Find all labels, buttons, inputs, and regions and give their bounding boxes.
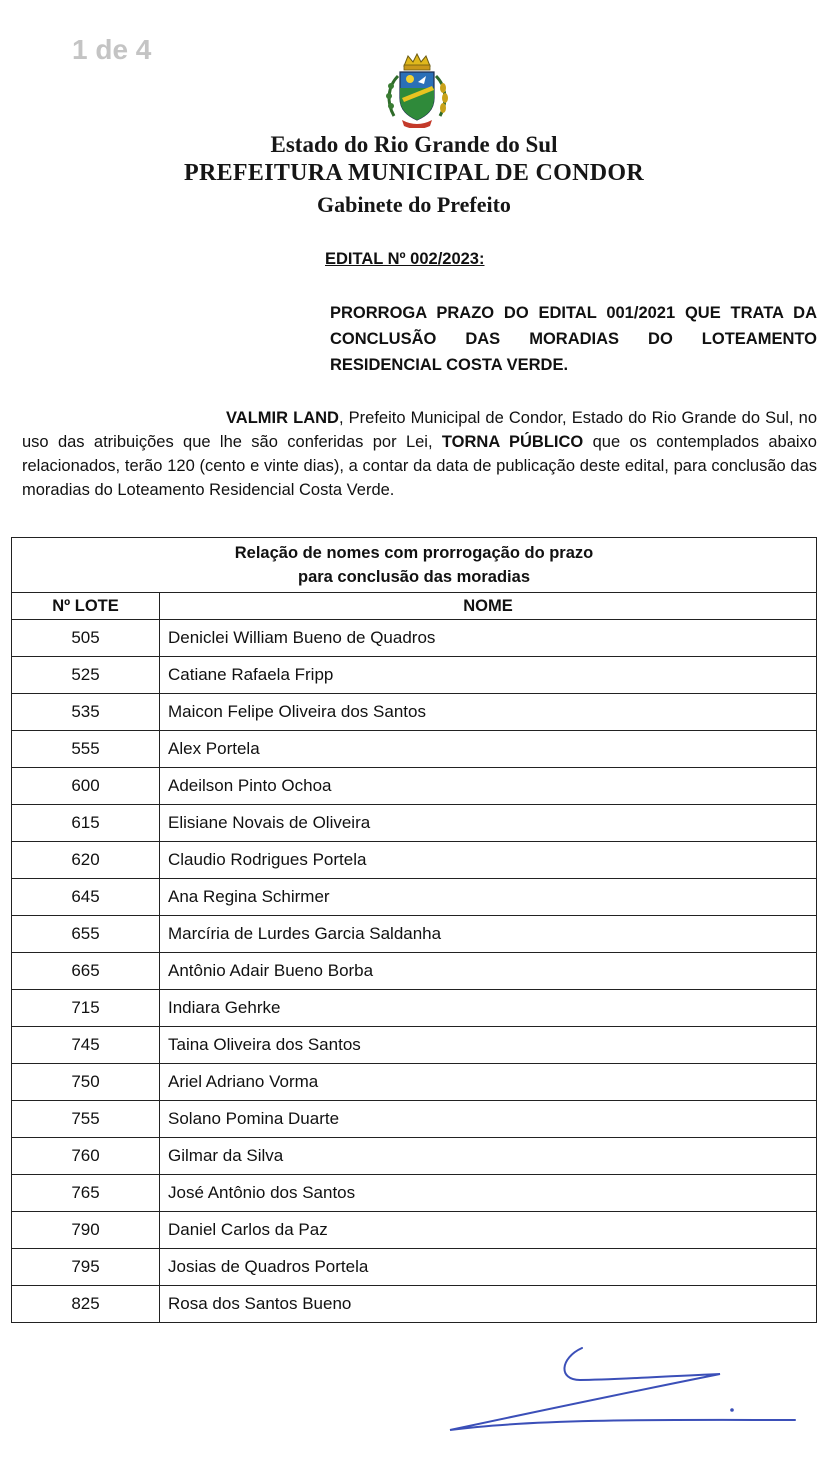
lot-number: 795 bbox=[12, 1249, 160, 1286]
lot-number: 760 bbox=[12, 1138, 160, 1175]
contemplated-name: Josias de Quadros Portela bbox=[160, 1249, 817, 1286]
table-row bbox=[12, 879, 817, 916]
contemplated-name: Solano Pomina Duarte bbox=[160, 1101, 817, 1138]
table-row bbox=[12, 620, 817, 657]
lot-number: 645 bbox=[12, 879, 160, 916]
contemplated-name: José Antônio dos Santos bbox=[160, 1175, 817, 1212]
lot-number: 505 bbox=[12, 620, 160, 657]
mayor-signature bbox=[440, 1340, 800, 1440]
contemplated-name: Maicon Felipe Oliveira dos Santos bbox=[160, 694, 817, 731]
table-row bbox=[12, 1027, 817, 1064]
contemplated-name: Adeilson Pinto Ochoa bbox=[160, 768, 817, 805]
contemplated-name: Claudio Rodrigues Portela bbox=[160, 842, 817, 879]
lot-number: 620 bbox=[12, 842, 160, 879]
lot-number: 615 bbox=[12, 805, 160, 842]
table-row bbox=[12, 842, 817, 879]
table-row bbox=[12, 731, 817, 768]
contemplated-table bbox=[11, 537, 817, 1323]
lot-number: 755 bbox=[12, 1101, 160, 1138]
contemplated-name: Antônio Adair Bueno Borba bbox=[160, 953, 817, 990]
lot-number: 600 bbox=[12, 768, 160, 805]
contemplated-name: Catiane Rafaela Fripp bbox=[160, 657, 817, 694]
header-prefeitura: PREFEITURA MUNICIPAL DE CONDOR bbox=[184, 160, 644, 186]
table-row bbox=[12, 1175, 817, 1212]
table-row bbox=[12, 805, 817, 842]
table-row bbox=[12, 657, 817, 694]
lot-number: 825 bbox=[12, 1286, 160, 1323]
table-row bbox=[12, 1212, 817, 1249]
table-row bbox=[12, 1064, 817, 1101]
lot-number: 745 bbox=[12, 1027, 160, 1064]
edital-number: EDITAL Nº 002/2023: bbox=[325, 250, 485, 268]
header-state: Estado do Rio Grande do Sul bbox=[270, 132, 558, 157]
contemplated-name: Taina Oliveira dos Santos bbox=[160, 1027, 817, 1064]
contemplated-name: Ana Regina Schirmer bbox=[160, 879, 817, 916]
table-caption-line1: Relação de nomes com prorrogação do prazo bbox=[234, 544, 594, 562]
contemplated-name: Gilmar da Silva bbox=[160, 1138, 817, 1175]
edital-subject: PRORROGA PRAZO DO EDITAL 001/2021 QUE TRATA DA CONCLUSÃO DAS MORADIAS DO LOTEAMENTO RESIDENCIAL COSTA VERDE. bbox=[330, 304, 817, 374]
table-body bbox=[12, 620, 817, 1323]
column-header-lot: Nº LOTE bbox=[12, 593, 160, 620]
contemplated-name: Alex Portela bbox=[160, 731, 817, 768]
table-row bbox=[12, 1249, 817, 1286]
lot-number: 665 bbox=[12, 953, 160, 990]
column-header-name: NOME bbox=[160, 593, 817, 620]
lot-number: 555 bbox=[12, 731, 160, 768]
coat-of-arms-icon bbox=[380, 52, 454, 128]
body-part2: que os contemplados abaixo relacionados, terão 120 (cento e vinte dias), a contar da data de publicação deste edital, para conclusão das moradias do Loteamento Residencial Costa Verde. bbox=[22, 433, 817, 499]
contemplated-name: Rosa dos Santos Bueno bbox=[160, 1286, 817, 1323]
table-caption-line2: para conclusão das moradias bbox=[297, 568, 530, 586]
mayor-name: VALMIR LAND bbox=[226, 409, 339, 427]
header-gabinete: Gabinete do Prefeito bbox=[317, 192, 511, 217]
body-part1: , Prefeito Municipal de Condor, Estado do Rio Grande do Sul, no uso das atribuições que lhe são conferidas por Lei, bbox=[22, 409, 817, 451]
table-row bbox=[12, 694, 817, 731]
contemplated-name: Indiara Gehrke bbox=[160, 990, 817, 1027]
edital-body bbox=[22, 406, 817, 502]
lot-number: 715 bbox=[12, 990, 160, 1027]
table-row bbox=[12, 990, 817, 1027]
lot-number: 525 bbox=[12, 657, 160, 694]
contemplated-name: Ariel Adriano Vorma bbox=[160, 1064, 817, 1101]
contemplated-name: Marcíria de Lurdes Garcia Saldanha bbox=[160, 916, 817, 953]
table-row bbox=[12, 1101, 817, 1138]
page-indicator: 1 de 4 bbox=[72, 34, 152, 65]
torna-publico: TORNA PÚBLICO bbox=[441, 433, 584, 451]
lot-number: 790 bbox=[12, 1212, 160, 1249]
contemplated-name: Elisiane Novais de Oliveira bbox=[160, 805, 817, 842]
table-caption bbox=[12, 538, 817, 593]
contemplated-name: Daniel Carlos da Paz bbox=[160, 1212, 817, 1249]
lot-number: 535 bbox=[12, 694, 160, 731]
lot-number: 655 bbox=[12, 916, 160, 953]
table-row bbox=[12, 1138, 817, 1175]
table-row bbox=[12, 1286, 817, 1323]
table-row bbox=[12, 768, 817, 805]
lot-number: 765 bbox=[12, 1175, 160, 1212]
table-row bbox=[12, 916, 817, 953]
contemplated-name: Deniclei William Bueno de Quadros bbox=[160, 620, 817, 657]
lot-number: 750 bbox=[12, 1064, 160, 1101]
table-row bbox=[12, 953, 817, 990]
